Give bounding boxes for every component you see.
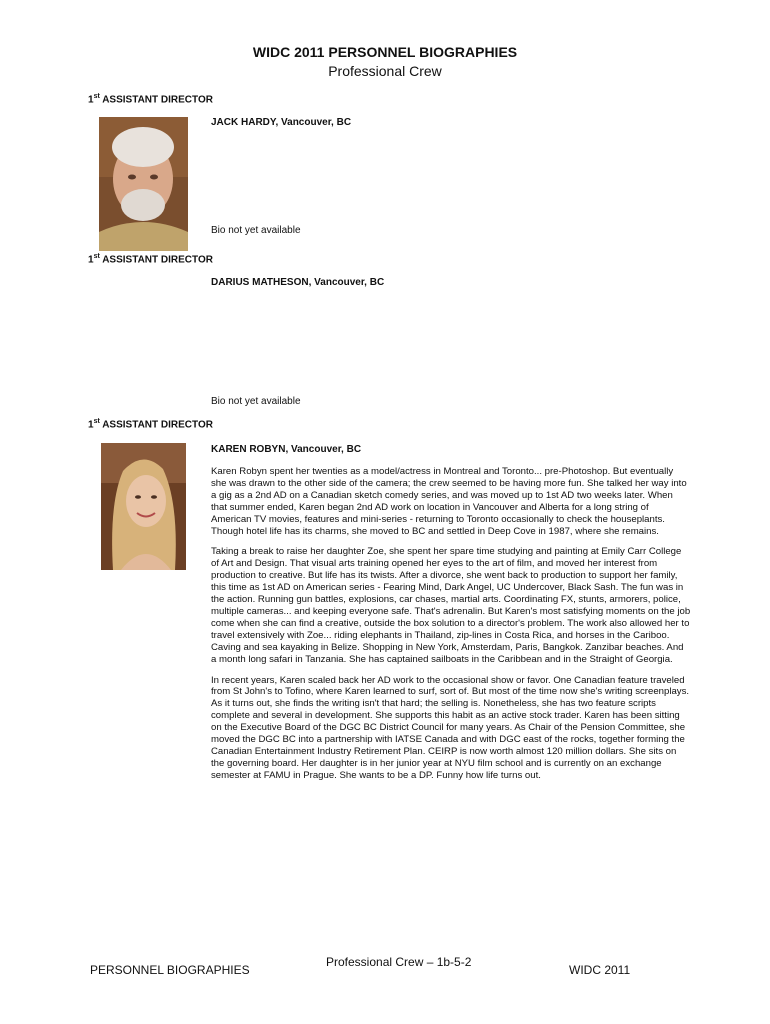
person-name: DARIUS MATHESON, Vancouver, BC (211, 277, 385, 288)
role-heading (88, 418, 213, 430)
bio-status: Bio not yet available (211, 225, 301, 236)
bio-paragraph: In recent years, Karen scaled back her AD work to the occasional show or favor. One Canadian feature traveled from St John's to Tofino, where Karen learned to surf, sort of. But most of the time now she's writing screenplays. As it turns out, she finds the writing isn't that hard; the selling is. Nonetheless, she has two feature scripts complete and several in development. She supports this habit as an active stock trader. Karen has been sitting on the Executive Board of the DGC BC District Council for many years. As Chair of the Pension Committee, she moved the DGC BC into a partnership with IATSE Canada and with DGC east of the rocks, together forming the Canadian Entertainment Industry Retirement Plan. CEIRP is now worth almost 120 million dollars. She sits on the governing board. Her daughter is in her junior year at NYU film school and is currently on an exchange semester at FAMU in Prague. She wants to be a DP. Funny how life turns out. (211, 674, 690, 781)
role-heading (88, 253, 213, 265)
footer-left: PERSONNEL BIOGRAPHIES (90, 963, 250, 977)
portrait-photo-karen-robyn (101, 443, 186, 570)
bio-paragraph: Karen Robyn spent her twenties as a model/actress in Montreal and Toronto... pre-Photoshop. But eventually she was drawn to the other side of the camera; the crew seemed to be having more fun. She talked her way into a gig as a 2nd AD on a Canadian sketch comedy series, and was moved up to 1st AD two weeks later. When that summer ended, Karen began 2nd AD work on location in Vancouver and Alberta for a long string of American TV movies, features and mini-series - returning to Toronto occasionally to check the houseplants. Though hotel life has its charms, she moved to BC and settled in Deep Cove in 1987, where she remains. (211, 466, 687, 537)
footer-center: Professional Crew – 1b-5-2 (326, 955, 472, 969)
role-ordinal: 1 (88, 94, 94, 106)
role-ordinal: 1 (88, 254, 94, 266)
bio-paragraph: Taking a break to raise her daughter Zoe, she spent her spare time studying and painting at Emily Carr College of Art and Design. That visual arts training opened her eyes to the art of film, and moved her interest from production to creative. But life has its twists. After a divorce, she went back to production to support her family, this time as 1st AD on American series - Fearing Mind, Dark Angel, UC Undercover, Black Sash. The fun was in the action. Running gun battles, explosions, car chases, martial arts. Coordinating FX, stunts, armorers, police, multiple cameras... and keeping everyone safe. That's adrenalin. But Karen's most satisfying moments on the job come when she can find a creative, outside the box solution to a director's problem. The work also allowed her to travel extensively with Zoe... riding elephants in Thailand, zip-lines in Costa Rica, and horses in the Cariboo. Caving and sea kayaking in Belize. Shopping in New York, Amsterdam, Paris, Bangkok. Zanzibar beaches. And a month long safari in Tanzania. She has captained sailboats in the Caribbean and in the Straight of Georgia. (211, 546, 691, 665)
role-title: ASSISTANT DIRECTOR (99, 254, 213, 266)
page-subtitle: Professional Crew (328, 63, 442, 79)
role-ordinal-suffix: st (93, 253, 100, 260)
role-title: ASSISTANT DIRECTOR (99, 94, 213, 106)
bio-status: Bio not yet available (211, 396, 301, 407)
person-name: KAREN ROBYN, Vancouver, BC (211, 444, 362, 455)
role-ordinal-suffix: st (93, 93, 100, 100)
bio-text (211, 466, 691, 791)
role-ordinal-suffix: st (93, 418, 100, 425)
role-title: ASSISTANT DIRECTOR (99, 419, 213, 431)
role-ordinal: 1 (88, 419, 94, 431)
page-title: WIDC 2011 PERSONNEL BIOGRAPHIES (252, 44, 518, 60)
role-heading (88, 93, 213, 105)
portrait-photo-jack-hardy (99, 117, 188, 251)
footer-right: WIDC 2011 (569, 963, 631, 977)
person-name: JACK HARDY, Vancouver, BC (211, 117, 352, 128)
